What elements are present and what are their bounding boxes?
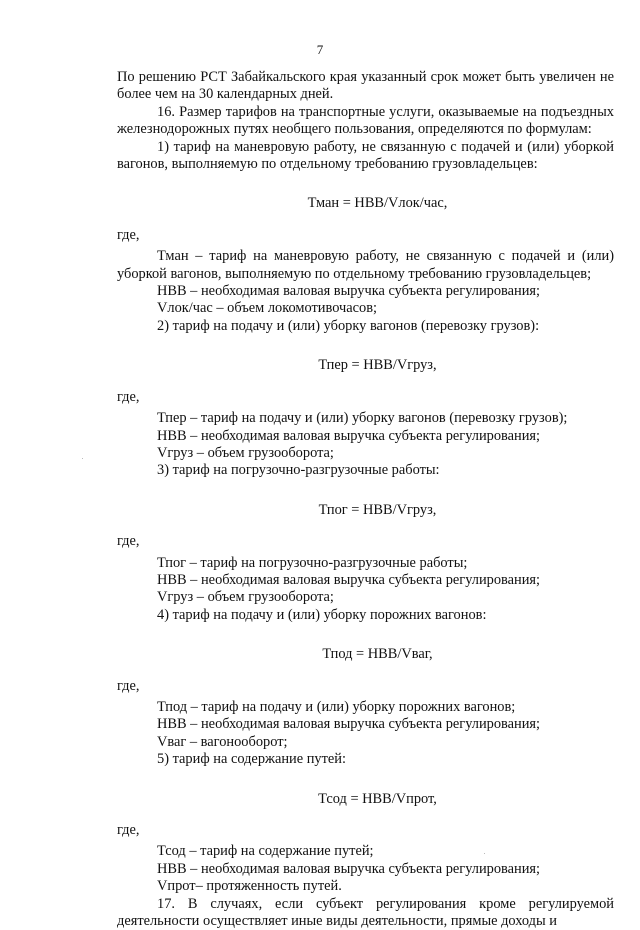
definition-2-1: Тпер – тариф на подачу и (или) уборку вагонов (перевозку грузов); xyxy=(157,410,568,427)
section-4-title: 4) тариф на подачу и (или) уборку порожних вагонов: xyxy=(157,606,487,623)
intro-paragraph-1: По решению РСТ Забайкальского края указанный срок может быть увеличен не более чем на 30 календарных дней. xyxy=(117,69,614,103)
definition-1-1: Тман – тариф на маневровую работу, не связанную с подачей и (или) уборкой вагонов, выполняемую по отдельному требованию грузовладельцев; xyxy=(117,248,614,282)
clause-17-paragraph: 17. В случаях, если субъект регулирования кроме регулируемой деятельности осуществляет иные виды деятельности, прямые доходы и xyxy=(117,895,614,930)
section-1-title: 1) тариф на маневровую работу, не связанную с подачей и (или) уборкой вагонов, выполняемую по отдельному требованию грузовладельцев: xyxy=(117,138,614,173)
formula-5: Тсод = НВВ/Vпрот, xyxy=(318,790,437,807)
definition-3-1: Тпог – тариф на погрузочно-разгрузочные работы; xyxy=(157,554,468,571)
section-2-title: 2) тариф на подачу и (или) уборку вагонов (перевозку грузов): xyxy=(157,317,540,334)
formula-4: Тпод = НВВ/Vваг, xyxy=(322,646,433,663)
section-5-title: 5) тариф на содержание путей: xyxy=(157,751,347,768)
definition-3-2: НВВ – необходимая валовая выручка субъекта регулирования; xyxy=(157,571,541,588)
definition-4-1: Тпод – тариф на подачу и (или) уборку порожних вагонов; xyxy=(157,698,516,715)
where-label-1: где, xyxy=(117,226,140,243)
scan-speck xyxy=(82,458,83,459)
where-label-3: где, xyxy=(117,533,140,550)
definition-3-3: Vгруз – объем грузооборота; xyxy=(157,589,334,606)
formula-1: Тман = НВВ/Vлок/час, xyxy=(307,195,448,212)
where-label-4: где, xyxy=(117,677,140,694)
definition-5-3: Vпрот– протяженность путей. xyxy=(157,878,342,895)
page-number: 7 xyxy=(316,42,324,57)
where-label-5: где, xyxy=(117,822,140,838)
definition-4-2: НВВ – необходимая валовая выручка субъекта регулирования; xyxy=(157,716,541,733)
definition-5-1: Тсод – тариф на содержание путей; xyxy=(157,843,374,860)
definition-5-2: НВВ – необходимая валовая выручка субъекта регулирования; xyxy=(157,860,541,877)
definition-2-3: Vгруз – объем грузооборота; xyxy=(157,444,334,461)
formula-3: Тпог = НВВ/Vгруз, xyxy=(318,501,437,518)
formula-2: Тпер = НВВ/Vгруз, xyxy=(318,357,437,374)
definition-2-2: НВВ – необходимая валовая выручка субъекта регулирования; xyxy=(157,427,541,444)
scan-speck xyxy=(484,853,485,854)
section-3-title: 3) тариф на погрузочно-разгрузочные работы: xyxy=(157,462,440,479)
document-body xyxy=(117,69,614,930)
definition-1-2: НВВ – необходимая валовая выручка субъекта регулирования; xyxy=(157,283,541,300)
clause-16-paragraph: 16. Размер тарифов на транспортные услуги, оказываемые на подъездных железнодорожных путях необщего пользования, определяются по формулам: xyxy=(117,103,614,138)
definition-4-3: Vваг – вагонооборот; xyxy=(157,733,288,750)
where-label-2: где, xyxy=(117,388,140,405)
definition-1-3: Vлок/час – объем локомотивочасов; xyxy=(157,300,378,317)
